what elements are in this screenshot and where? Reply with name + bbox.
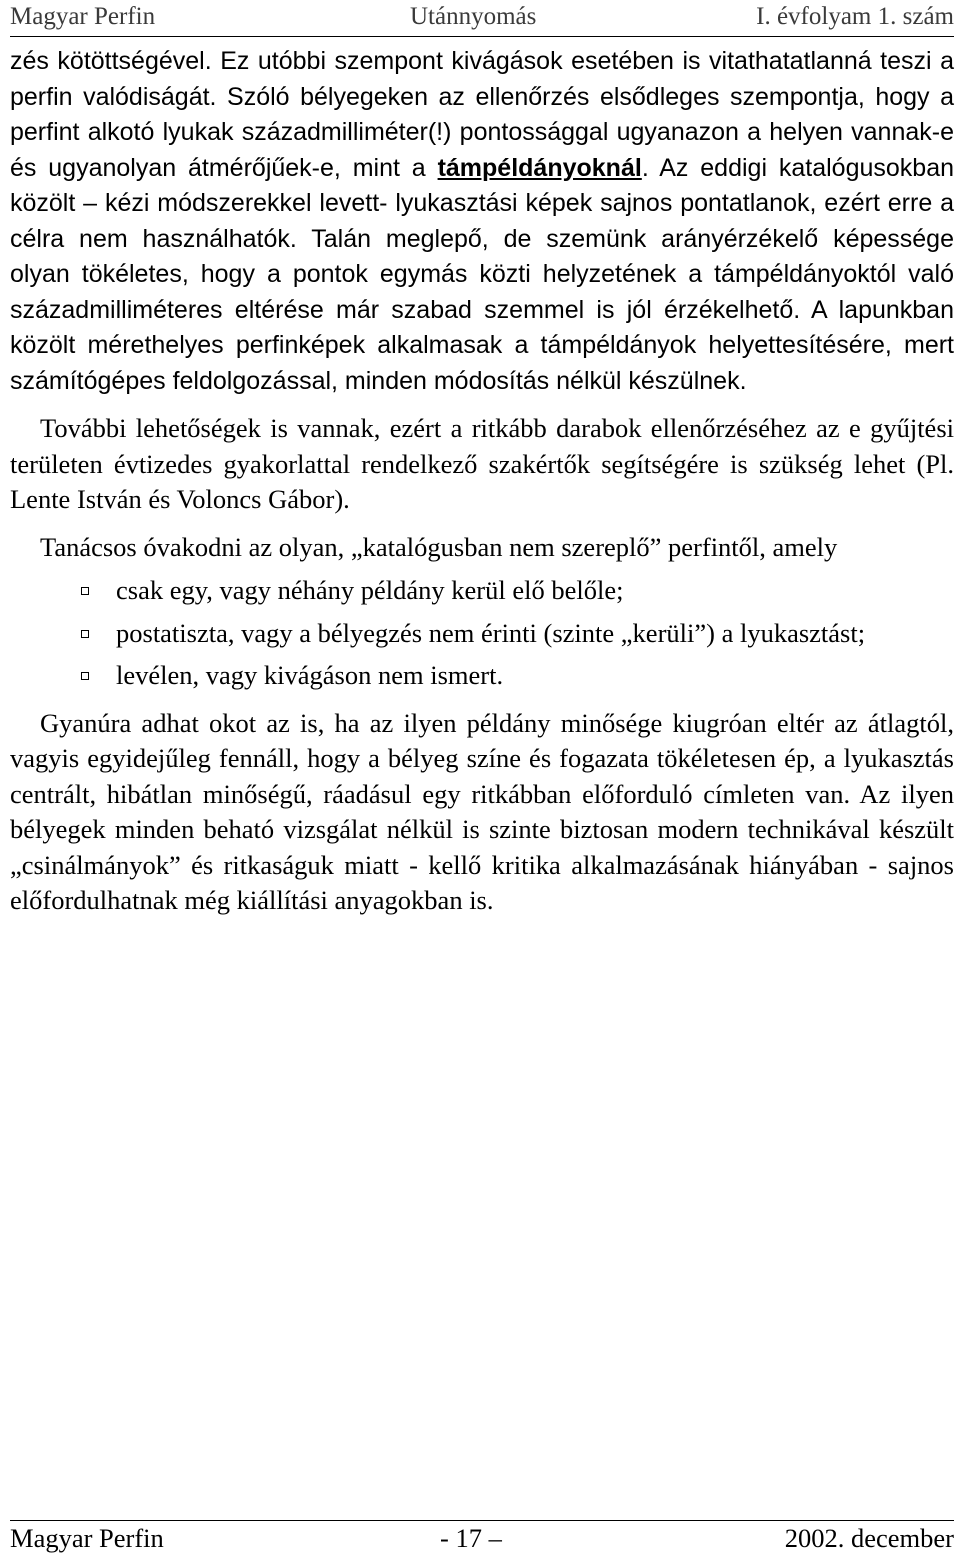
footer-publication: Magyar Perfin (10, 1522, 164, 1553)
footer-rule (10, 1520, 954, 1521)
paragraph-1-part-1: zés kötöttségével. Ez utóbbi szempont kivágások esetében is vitathatatlanná teszi a perfin valódiságát. Szóló bélyegeken az ellenőrzés elsődleges szempontja, hogy a perfint alkotó lyukak századmilliméter(!) pontossággal ugyanazon a helyen vannak-e és ugyanolyan átmérőjűek-e, mint a (10, 47, 954, 182)
list-item (10, 573, 954, 609)
list-item-text: postatiszta, vagy a bélyegzés nem érinti (szinte „kerüli”) a lyukasztást; (116, 617, 866, 648)
list-item-text: levélen, vagy kivágáson nem ismert. (116, 660, 504, 690)
header-issue: I. évfolyam 1. szám (756, 3, 954, 30)
article-body (10, 44, 954, 919)
paragraph-4: Gyanúra adhat okot az is, ha az ilyen példány minősége kiugróan eltér az átlagtól, vagyis egyidejűleg fennáll, hogy a bélyeg színe és fogazata tökéletesen ép, a lyukasztás centrált, hibátlan minőségű, ráadásul egy ritkábban előforduló címleten van. Az ilyen bélyegek minden beható vizsgálat nélkül is szinte biztosan modern technikával készült „csinálmányok” és ritkaságuk miatt - kellő kritika alkalmazásának hiányában - sajnos előfordulhatnak még kiállítási anyagokban is. (10, 707, 954, 915)
paragraph-3: Tanácsos óvakodni az olyan, „katalógusban nem szereplő” perfintől, amely (40, 531, 838, 562)
checkbox-bullet-icon (81, 587, 89, 595)
checkbox-bullet-icon (81, 672, 89, 680)
header-publication: Magyar Perfin (10, 3, 156, 30)
list-item (10, 658, 954, 694)
list-item-text: csak egy, vagy néhány példány kerül elő belőle; (116, 575, 624, 605)
header-rule (10, 36, 954, 37)
page-footer (10, 1522, 954, 1554)
warning-list (10, 573, 954, 694)
list-item (10, 616, 954, 652)
paragraph-1-part-2: . Az eddigi katalógusokban közölt – kézi módszerekkel levett- lyukasztási képek sajnos pontatlanok, ezért erre a célra nem használhatók. Talán meglepő, de szemünk arányérzékelő képessége olyan tökéletes, hogy a pontok egymás közti helyzetének a támpéldányoktól való századmilliméteres eltérése már szabad szemmel is jól érzékelhető. A lapunkban közölt mérethelyes perfinképek alkalmasak a támpéldányok helyettesítésére, mert számítógépes feldolgozással, minden módosítás nélkül készülnek. (10, 153, 954, 395)
page-header (10, 0, 954, 34)
footer-date: 2002. december (784, 1522, 954, 1553)
paragraph-1-underlined-term: támpéldányoknál (437, 153, 642, 182)
paragraph-1 (10, 44, 954, 399)
checkbox-bullet-icon (81, 630, 89, 638)
page-number: - 17 – (440, 1522, 502, 1553)
header-section: Utánnyomás (410, 3, 537, 30)
paragraph-2: További lehetőségek is vannak, ezért a ritkább darabok ellenőrzéséhez az e gyűjtési területen évtizedes gyakorlattal rendelkező szakértők segítségére is szükség lehet (Pl. Lente István és Voloncs Gábor). (10, 413, 954, 514)
